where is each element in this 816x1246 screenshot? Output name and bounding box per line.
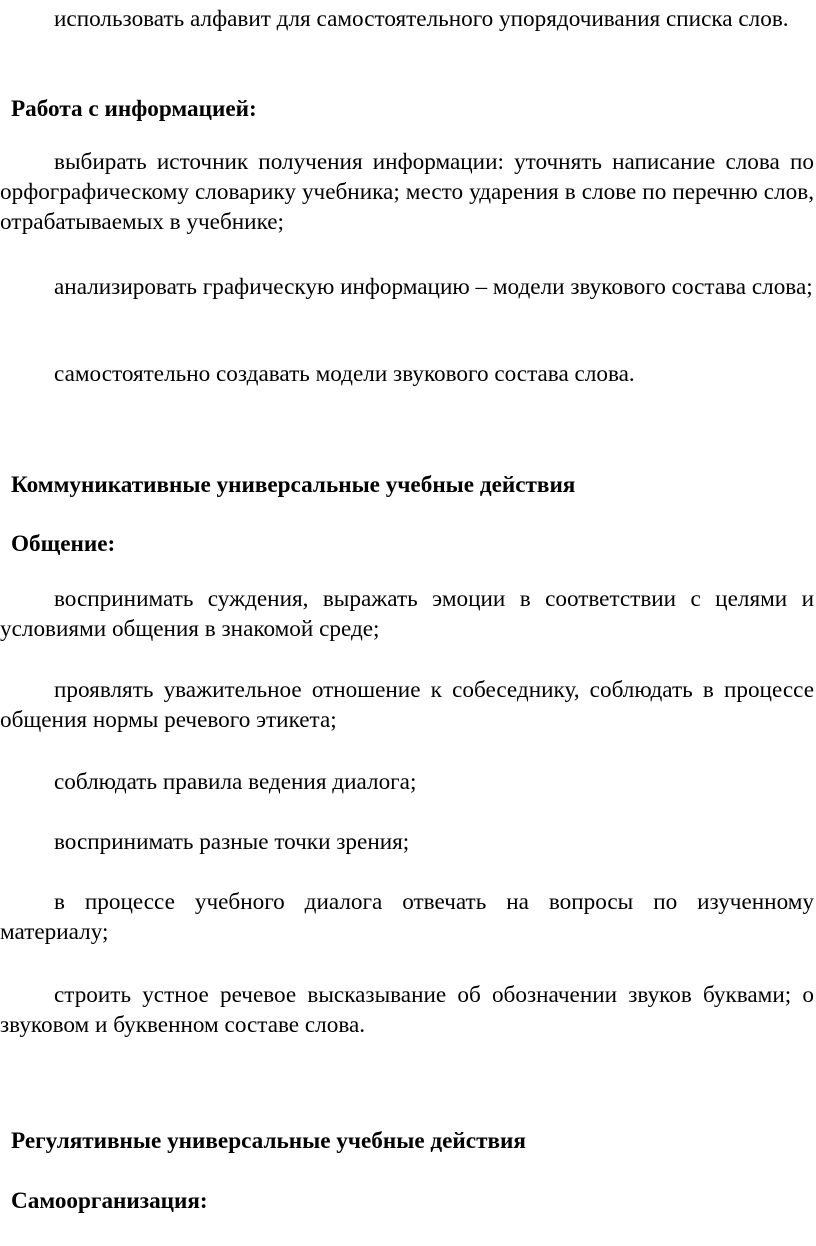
heading-communication: Общение: [11,531,116,557]
paragraph-information-source: выбирать источник получения информации: уточнять написание слова по орфографическому словарику учебника; место ударения в слове по перечню слов, отрабатываемых в учебнике; [0,149,814,235]
heading-work-with-information: Работа с информацией: [11,96,257,122]
heading-regulative-actions: Регулятивные универсальные учебные действия [11,1128,526,1154]
heading-communicative-actions: Коммуникативные универсальные учебные действия [11,472,576,498]
paragraph-graphic-information: анализировать графическую информацию – модели звукового состава слова; [54,274,813,300]
heading-self-organization: Самоорганизация: [11,1188,208,1214]
paragraph-answer-questions: в процессе учебного диалога отвечать на вопросы по изученному материалу; [0,889,814,945]
paragraph-viewpoints: воспринимать разные точки зрения; [54,829,410,855]
paragraph-dialogue-rules: соблюдать правила ведения диалога; [54,769,417,795]
paragraph-perceive-judgments: воспринимать суждения, выражать эмоции в соответствии с целями и условиями общения в знакомой среде; [0,586,814,642]
paragraph-alphabet: использовать алфавит для самостоятельного упорядочивания списка слов. [54,6,789,32]
paragraph-respectful-attitude: проявлять уважительное отношение к собеседнику, соблюдать в процессе общения нормы речевого этикета; [0,677,814,733]
paragraph-oral-statement: строить устное речевое высказывание об обозначении звуков буквами; о звуковом и буквенном составе слова. [0,982,814,1038]
paragraph-create-models: самостоятельно создавать модели звукового состава слова. [54,361,635,387]
